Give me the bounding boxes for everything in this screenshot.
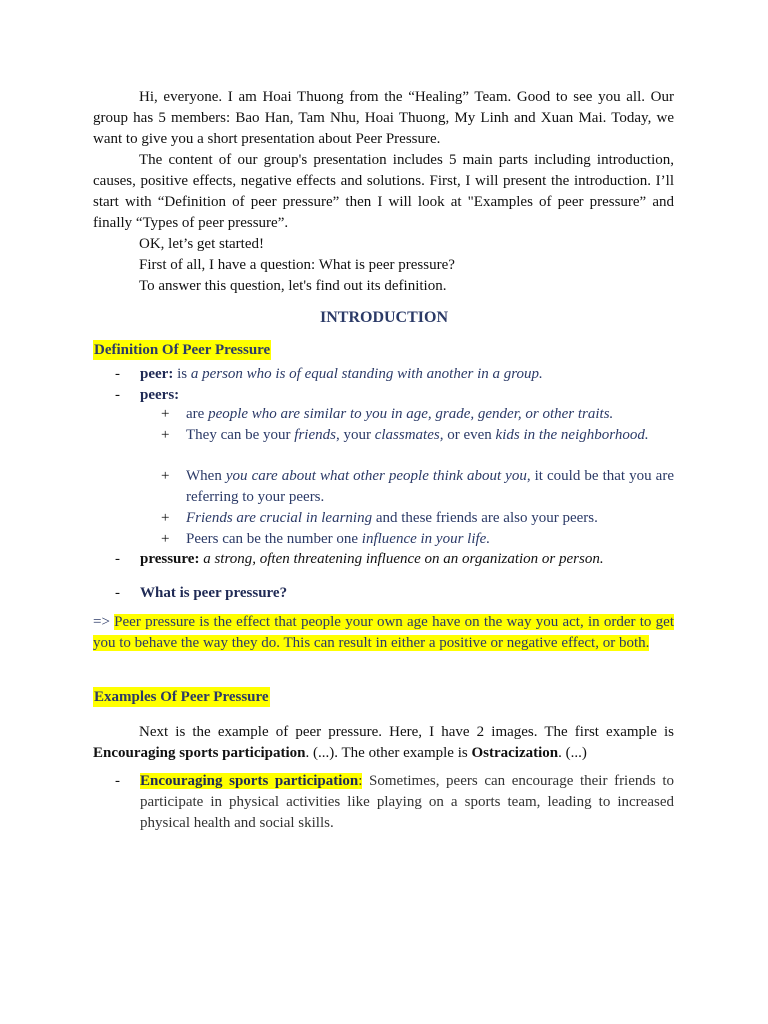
sports-item-colon: : (358, 773, 363, 789)
question-row (140, 583, 674, 604)
s3-c: , it could be that you are referring to your peers. (186, 468, 674, 505)
definition-title: Definition Of Peer Pressure (94, 342, 271, 358)
section-heading: INTRODUCTION (319, 309, 448, 326)
sports-item (140, 771, 674, 834)
ex-c: . (...). The other example is (305, 745, 472, 761)
s4-b: and these friends are also your peers. (372, 510, 598, 526)
peers-sub-3 (186, 466, 674, 508)
peers-term: peers: (140, 387, 180, 403)
peers-sub-4 (186, 508, 674, 529)
s2-a: They can be your (186, 427, 295, 443)
s5-a: Peers can be the number one (186, 531, 362, 547)
peers-term-row (140, 385, 674, 406)
bullet-plus: + (161, 531, 170, 547)
bullet-plus: + (161, 427, 170, 443)
s2-b: friends (294, 427, 336, 443)
bullet-dash: - (115, 387, 120, 403)
ex-e: . (...) (558, 745, 587, 761)
peer-pressure-answer (93, 612, 674, 654)
intro-line-1: OK, let’s get started! (139, 236, 264, 252)
pressure-def: a strong, often threatening influence on an organization or person. (199, 551, 604, 567)
ex-b: Encouraging sports participation (93, 745, 306, 761)
peers-sub-2 (186, 425, 674, 446)
intro-line-3: To answer this question, let's find out its definition. (139, 278, 447, 294)
intro-paragraph-1: Hi, everyone. I am Hoai Thuong from the “Healing” Team. Good to see you all. Our group has 5 members: Bao Han, Tam Nhu, Hoai Thuong, My Linh and Xuan Mai. Today, we want to give you a short presentation about Peer Pressure. (93, 89, 674, 147)
ex-a: Next is the example of peer pressure. Here, I have 2 images. The first example is (139, 724, 674, 740)
sports-item-title: Encouraging sports participation (140, 773, 359, 789)
s2-e: or even (443, 427, 496, 443)
s2-d: classmates, (374, 427, 444, 443)
s1-pre: are (186, 406, 209, 422)
s2-f: kids in the neighborhood. (495, 427, 649, 443)
bullet-plus: + (161, 510, 170, 526)
peer-definition (140, 364, 674, 385)
bullet-dash: - (115, 551, 120, 567)
peer-pressure-question: What is peer pressure? (140, 585, 288, 601)
bullet-plus: + (161, 468, 170, 484)
intro-line-2: First of all, I have a question: What is peer pressure? (139, 257, 455, 273)
answer-text: Peer pressure is the effect that people your own age have on the way you act, in order to get you to behave the way they do. This can result in either a positive or negative effect, or both. (93, 614, 674, 651)
examples-paragraph (93, 722, 674, 764)
bullet-dash: - (115, 773, 120, 789)
pressure-definition (140, 549, 674, 570)
peer-is: is (173, 366, 191, 382)
s2-c: , your (335, 427, 375, 443)
ex-d: Ostracization (471, 745, 559, 761)
s5-b: influence in your life. (361, 531, 491, 547)
answer-arrow: => (93, 614, 115, 630)
s3-a: When (186, 468, 226, 484)
peers-sub-5 (186, 529, 674, 550)
peers-sub-1 (186, 404, 674, 425)
peer-def: a person who is of equal standing with another in a group. (190, 366, 543, 382)
bullet-plus: + (161, 406, 170, 422)
peer-term: peer: (140, 366, 174, 382)
examples-title: Examples Of Peer Pressure (94, 689, 269, 705)
s3-b: you care about what other people think about you (225, 468, 527, 484)
s4-a: Friends are crucial in learning (186, 510, 373, 526)
bullet-dash: - (115, 366, 120, 382)
bullet-dash: - (115, 585, 120, 601)
sports-item-text: Sometimes, peers can encourage their friends to participate in physical activities like playing on a sports team, leading to increased physical health and social skills. (140, 773, 674, 831)
s1-italic: people who are similar to you in age, grade, gender, or other traits. (208, 406, 614, 422)
pressure-term: pressure: (140, 551, 200, 567)
intro-paragraph-2: The content of our group's presentation includes 5 main parts including introduction, causes, positive effects, negative effects and solutions. First, I will present the introduction. I’ll start with “Definition of peer pressure” then I will look at "Examples of peer pressure” and finally “Types of peer pressure”. (93, 152, 674, 231)
